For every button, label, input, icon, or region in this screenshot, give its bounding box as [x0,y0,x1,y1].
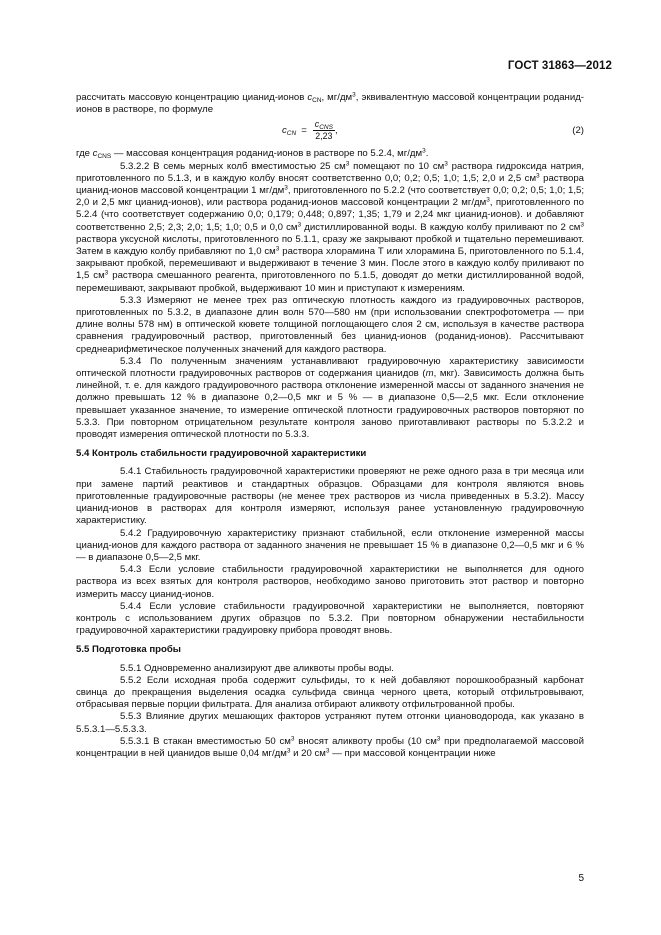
formula-equals: = [301,124,307,136]
standard-header: ГОСТ 31863—2012 [507,60,612,72]
formula-lhs: $c_{CN}$ [282,124,297,137]
paragraph-5-3-3: 5.3.3 Измеряют не менее трех раз оптическую плотность каждого из градуировочных растворов, приготовленных по 5.3.2, в диапазоне длин волн 570—580 нм (при использовании спектрофотометра — при длине волны 578 нм) в оптической кювете толщиной поглощающего слоя 2 см, используя в качестве раствора сравнения градуировочный раствор, приготовленный без цианид-ионов (роданид-ионов). Рассчитывают среднеарифметическое полученных значений для каждого раствора. [76,294,584,355]
formula-denominator: 2,23 [315,131,333,142]
paragraph-5-4-4: 5.4.4 Если условие стабильности градуировочной характеристики не выполняется, повторяют контроль с использованием других образцов по 5.3.2. При повторном обнаружении нестабильности градуировочной характеристики градуировку прибора проводят вновь. [76,600,584,637]
paragraph-5-5-3-1: 5.5.3.1 В стакан вместимостью 50 $см^3$ вносят аликвоту пробы (10 $см^3$ при предполагаемой массовой концентрации в ней цианидов выше 0,04 $мг/дм^3$ и 20 $см^3$ — при массовой концентрации ниже [76,735,584,759]
formula-expression [282,119,338,142]
paragraph-5-5-2: 5.5.2 Если исходная проба содержит сульфиды, то к ней добавляют порошкообразный карбонат свинца до прекращения выделения осадка сульфида свинца черного цвета, который отфильтровывают, отбрасывая первые порции фильтрата. Для анализа отбирают аликвоту отфильтрованной пробы. [76,674,584,711]
intro-paragraph: рассчитать массовую концентрацию цианид-ионов $c_{CN}$, $мг/дм^3$, эквивалентную массовой концентрации роданид-ионов в растворе, по формуле [76,91,584,116]
paragraph-5-3-4: 5.3.4 По полученным значениям устанавливают градуировочную характеристику зависимости оптической плотности градуировочных растворов от содержания цианидов (m, мкг). Зависимость должна быть линейной, т. е. для каждого градуировочного раствора отклонение измеренной массы от заданного значения не должно превышать 12 % в диапазоне 0,2—0,5 мкг и 5 % — в диапазоне 0,5—2,5 мкг. Если отклонение превышает указанное значение, то измерение оптической плотности градуировочных растворов повторяют по 5.3.3. При повторном отрицательном результате контроля заново приготавливают растворы по 5.3.2.2 и проводят измерения оптической плотности по 5.3.3. [76,355,585,441]
formula-tail: , [334,124,338,136]
where-line: где $c_{CNS}$ — массовая концентрация роданид-ионов в растворе по 5.2.4, $мг/дм^3$. [76,147,429,161]
paragraph-5-4-3: 5.4.3 Если условие стабильности градуировочной характеристики не выполняется для одного раствора из всех взятых для контроля растворов, необходимо заново приготовить этот раствор и повторно измерить массу цианид-ионов. [76,564,584,600]
formula-numerator: $c_{CNS}$ [314,119,333,132]
formula-fraction [313,119,335,142]
document-body [76,92,584,760]
formula-2 [76,117,584,147]
section-heading-5-5: 5.5 Подготовка пробы [76,644,181,656]
formula-number: (2) [572,125,584,137]
paragraph-5-3-2-2: 5.3.2.2 В семь мерных колб вместимостью 25 $см^3$ помещают по 10 $см^3$ раствора гидроксида натрия, приготовленного по 5.1.3, и в каждую колбу вносят соответственно 0,0; 0,2; 0,5; 1,0; 1,5; 2,0 и 2,5 $см^3$ раствора цианид-ионов массовой концентрации 1 $мг/дм^3$, приготовленного по 5.2.2 (что соответствует 0,0; 0,2; 0,5; 1,0; 1,5; 2,0 и 2,5 мкг цианид-ионов), или раствора роданид-ионов массовой концентрации 2 $мг/дм^3$, приготовленного по 5.2.4 (что соответствует содержанию 0,0; 0,179; 0,448; 0,897; 1,35; 1,79 и 2,24 мкг цианид-ионов). и добавляют соответственно 2,5; 2,3; 2,0; 1,5; 1,0; 0,5 и 0,0 $см^3$ дистиллированной воды. В каждую колбу приливают по 2 $см^3$ раствора уксусной кислоты, приготовленного по 5.1.1, сразу же закрывают пробкой и тщательно перемешивают. Затем в каждую колбу прибавляют по 1,0 $см^3$ раствора хлорамина Т или хлорамина Б, приготовленного по 5.1.4, закрывают пробкой, перемешивают и выдерживают в течение 3 мин. После этого в каждую колбу приливают по 1,5 $см^3$ раствора смешанного реагента, приготовленного по 5.1.5, доводят до метки дистиллированной водой, перемешивают, закрывают пробкой, выдерживают 10 мин и приступают к измерениям. [76,160,585,294]
paragraph-5-5-3: 5.5.3 Влияние других мешающих факторов устраняют путем отгонки циановодорода, как указано в 5.5.3.1—5.5.3.3. [76,711,584,735]
paragraph-5-5-1: 5.5.1 Одновременно анализируют две аликвоты пробы воды. [120,662,394,674]
page-number: 5 [578,873,584,884]
paragraph-5-4-1: 5.4.1 Стабильность градуировочной характеристики проверяют не реже одного раза в три месяца или при замене партий реактивов и стандартных образцов. Образцами для контроля являются вновь приготовленные градуировочные растворы (не менее трех растворов из числа приведенных в 5.3.2). Массу цианид-ионов в растворах для контроля измеряют, используя ранее установленную градуировочную характеристику. [76,466,584,527]
section-heading-5-4: 5.4 Контроль стабильности градуировочной характеристики [76,448,367,460]
paragraph-5-4-2: 5.4.2 Градуировочную характеристику признают стабильной, если отклонение измеренной массы цианид-ионов для каждого раствора от заданного значения не превышает 15 % в диапазоне 0,2—0,5 мкг и 6 % — в диапазоне 0,5—2,5 мкг. [76,527,584,563]
